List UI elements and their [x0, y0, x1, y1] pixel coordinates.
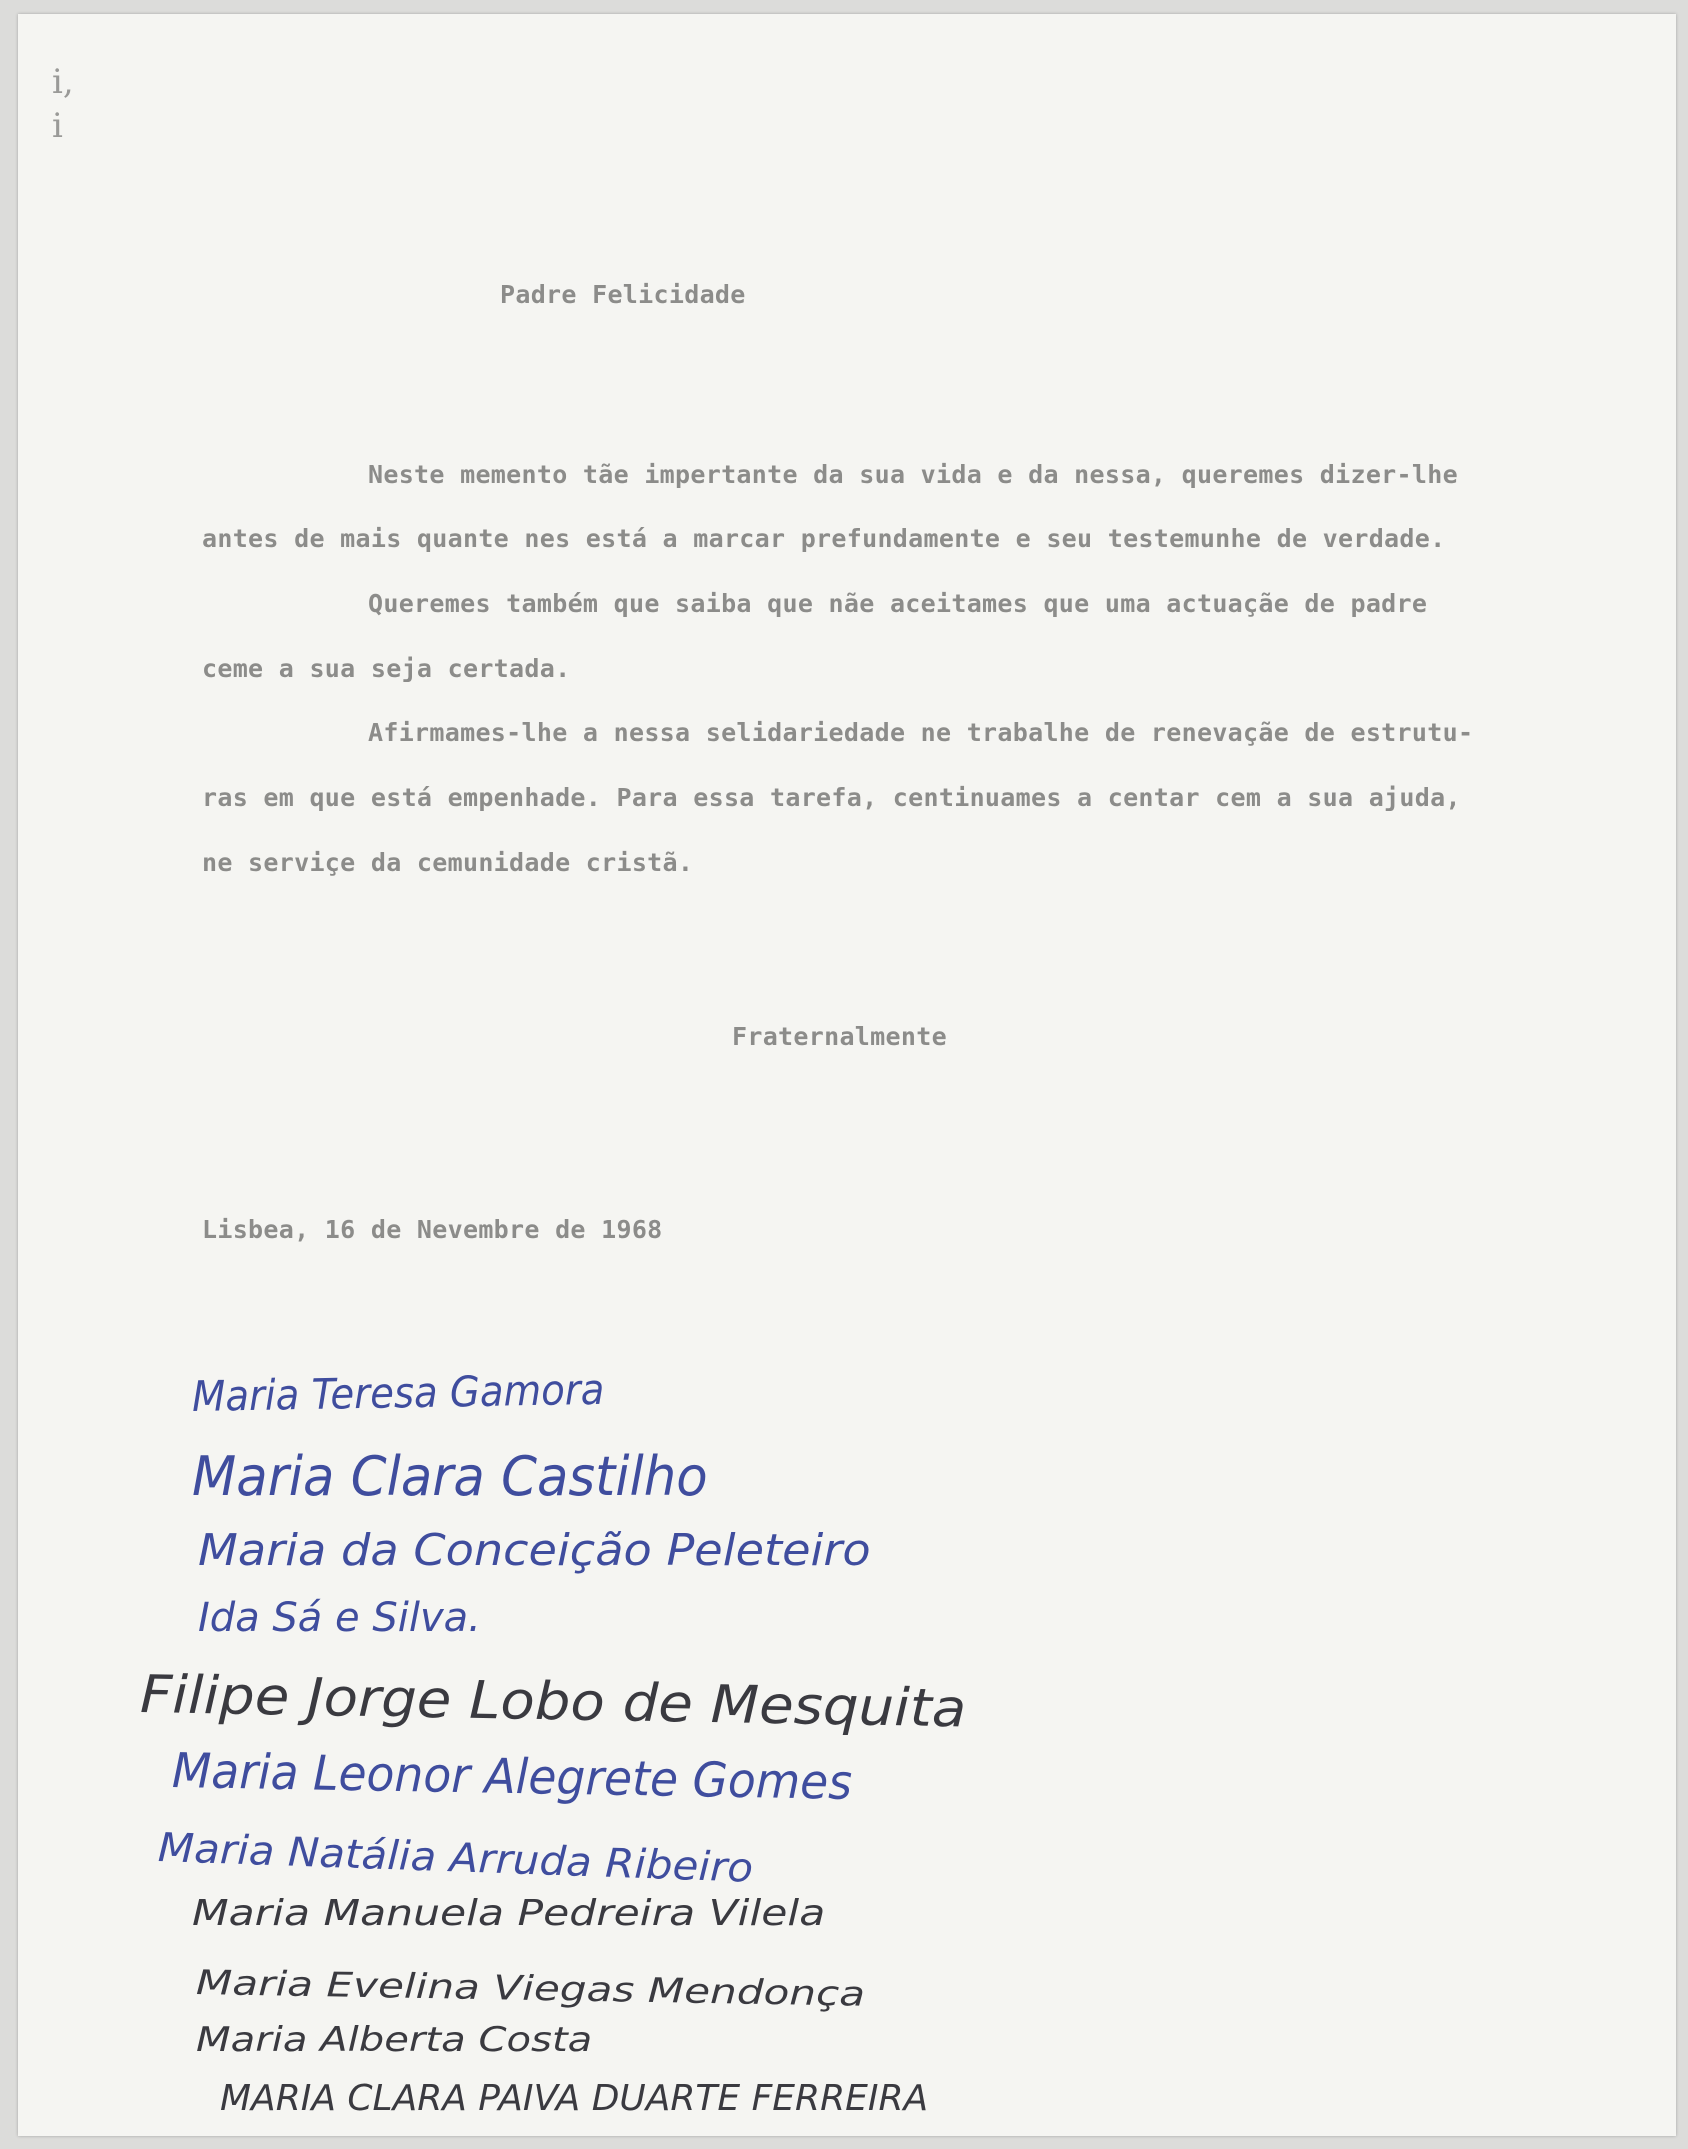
signature-2: Maria Clara Castilho	[192, 1445, 708, 1508]
signature-7: Maria Natália Arruda Ribeiro	[157, 1825, 754, 1892]
paragraph-3-line-1: Afirmames-lhe a nessa selidariedade ne trabalhe de renevaçãe de estrutu-	[368, 718, 1474, 747]
paragraph-3-line-2: ras em que está empenhade. Para essa tarefa, centinuames a centar cem a sua ajuda,	[202, 783, 1461, 812]
place-date: Lisbea, 16 de Nevembre de 1968	[202, 1215, 663, 1244]
signature-4: Ida Sá e Silva.	[198, 1595, 481, 1641]
signature-8: Maria Manuela Pedreira Vilela	[192, 1893, 826, 1934]
signature-3: Maria da Conceição Peleteiro	[198, 1525, 871, 1576]
signature-6: Maria Leonor Alegrete Gomes	[171, 1743, 853, 1811]
letter-title: Padre Felicidade	[500, 280, 746, 309]
paragraph-3-line-3: ne serviçe da cemunidade cristã.	[202, 848, 694, 877]
signature-5: Filipe Jorge Lobo de Mesquita	[139, 1665, 967, 1740]
signature-1: Maria Teresa Gamora	[191, 1364, 605, 1421]
paragraph-1-line-1: Neste memento tãe impertante da sua vida e da nessa, queremes dizer-lhe	[368, 460, 1458, 489]
signature-9: Maria Evelina Viegas Mendonça	[195, 1963, 866, 2015]
paragraph-1-line-2: antes de mais quante nes está a marcar prefundamente e seu testemunhe de verdade.	[202, 524, 1446, 553]
margin-annotation: i, i	[52, 62, 74, 146]
paragraph-2-line-1: Queremes também que saiba que nãe aceitames que uma actuaçãe de padre	[368, 589, 1428, 618]
signature-10: Maria Alberta Costa	[196, 2020, 593, 2060]
paragraph-2-line-2: ceme a sua seja certada.	[202, 654, 571, 683]
signature-11: MARIA CLARA PAIVA DUARTE FERREIRA	[220, 2078, 929, 2119]
closing: Fraternalmente	[732, 1022, 947, 1051]
letter-page	[18, 14, 1676, 2136]
